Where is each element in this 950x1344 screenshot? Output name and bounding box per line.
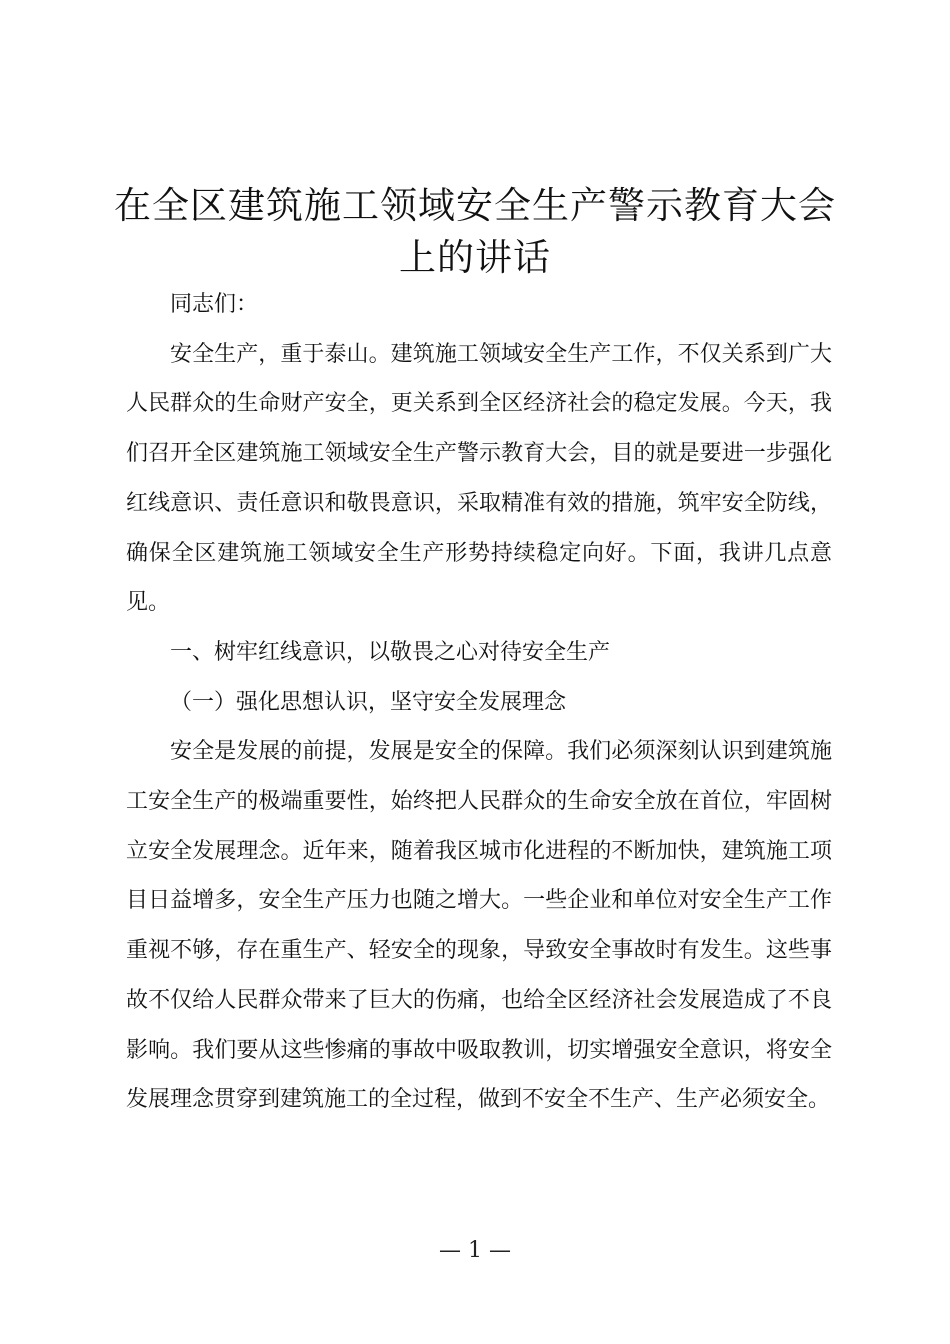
intro-paragraph: 安全生产，重于泰山。建筑施工领域安全生产工作，不仅关系到广大人民群众的生命财产安全，更关系到全区经济社会的稳定发展。今天，我们召开全区建筑施工领域安全生产警示教育大会，目的就是要进一步强化红线意识、责任意识和敬畏意识，采取精准有效的措施，筑牢安全防线，确保全区建筑施工领域安全生产形势持续稳定向好。下面，我讲几点意见。 (126, 341, 832, 616)
body-paragraph: 安全是发展的前提，发展是安全的保障。我们必须深刻认识到建筑施工安全生产的极端重要性，始终把人民群众的生命安全放在首位，牢固树立安全发展理念。近年来，随着我区城市化进程的不断加快，建筑施工项目日益增多，安全生产压力也随之增大。一些企业和单位对安全生产工作重视不够，存在重生产、轻安全的现象，导致安全事故时有发生。这些事故不仅给人民群众带来了巨大的伤痛，也给全区经济社会发展造成了不良影响。我们要从这些惨痛的事故中吸取教训，切实增强安全意识，将安全发展理念贯穿到建筑施工的全过程，做到不安全不生产、生产必须安全。 (126, 739, 832, 1113)
page-number: — 1 — (439, 1238, 511, 1263)
document-title: 在全区建筑施工领域安全生产警示教育大会上的讲话 (114, 184, 836, 279)
document-body (126, 280, 832, 1125)
subsection-heading: （一）强化思想认识，坚守安全发展理念 (170, 689, 567, 715)
section-heading: 一、树牢红线意识，以敬畏之心对待安全生产 (170, 639, 611, 665)
salutation: 同志们： (170, 292, 259, 317)
